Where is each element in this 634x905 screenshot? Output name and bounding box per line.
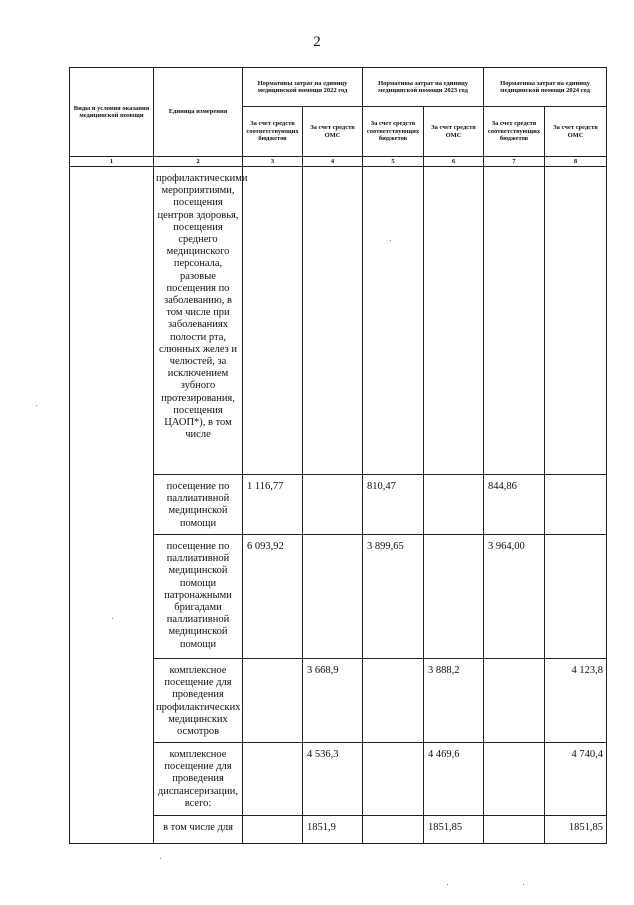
header-group-2024: Нормативы затрат на единицу медицинской помощи 2024 год [484,68,607,107]
unit-cell: профилактическими мероприятиями, посещения центров здоровья, посещения среднего медицинского персонала, разовые посещения по заболеванию, в том числе при заболеваниях полости рта, слюнных желез и челюстей, за исключением зубного протезирования, посещения ЦАОП*), в том числе [154,167,243,475]
value-2024-oms: 4 740,4 [545,743,607,816]
value-2024-oms: 1851,85 [545,816,607,844]
value-2024-budget: 3 964,00 [484,535,545,659]
unit-cell: в том числе для [154,816,243,844]
cost-standards-table [69,67,607,844]
value-2022-budget [243,816,303,844]
value-2022-budget: 1 116,77 [243,475,303,535]
value-2024-oms: 4 123,8 [545,659,607,743]
value-2023-oms: 4 469,6 [424,743,484,816]
col-number: 8 [545,157,607,167]
value-2024-budget [484,816,545,844]
header-care-type: Виды и условия оказания медицинской помощи [70,68,154,157]
value-2024-oms [545,475,607,535]
value-2023-oms [424,535,484,659]
value-2024-oms [545,535,607,659]
value-2022-budget [243,743,303,816]
value-2023-oms: 1851,85 [424,816,484,844]
header-group-2022: Нормативы затрат на единицу медицинской помощи 2022 год [243,68,363,107]
value-2024-oms [545,167,607,475]
scan-speck [447,884,448,885]
unit-cell: посещение по паллиативной медицинской помощи патронажными бригадами паллиативной медицинской помощи [154,535,243,659]
header-unit: Единица измерения [154,68,243,157]
value-2024-budget [484,167,545,475]
value-2023-budget [363,816,424,844]
page-number: 2 [313,34,321,50]
header-2024-oms: За счет средств ОМС [545,107,607,157]
care-type-cell [70,167,154,844]
col-number: 7 [484,157,545,167]
value-2022-oms [303,535,363,659]
header-group-2023: Нормативы затрат на единицу медицинской помощи 2023 год [363,68,484,107]
value-2023-oms [424,167,484,475]
value-2023-budget: 810,47 [363,475,424,535]
value-2023-oms [424,475,484,535]
unit-cell: комплексное посещение для проведения профилактических медицинских осмотров [154,659,243,743]
scan-speck [160,858,161,859]
header-2023-budget: За счет средств соответствующих бюджетов [363,107,424,157]
value-2023-budget [363,743,424,816]
value-2022-budget: 6 093,92 [243,535,303,659]
col-number: 1 [70,157,154,167]
table-row [70,167,607,475]
scan-speck [523,884,524,885]
value-2022-oms [303,475,363,535]
value-2023-budget [363,659,424,743]
value-2023-budget [363,167,424,475]
col-number: 2 [154,157,243,167]
value-2024-budget [484,659,545,743]
col-number: 5 [363,157,424,167]
header-2023-oms: За счет средств ОМС [424,107,484,157]
value-2022-oms: 3 668,9 [303,659,363,743]
value-2024-budget: 844,86 [484,475,545,535]
scan-speck [390,240,391,241]
value-2023-budget: 3 899,65 [363,535,424,659]
value-2023-oms: 3 888,2 [424,659,484,743]
unit-cell: комплексное посещение для проведения диспансеризации, всего: [154,743,243,816]
scan-speck [36,405,37,406]
header-2024-budget: За счет средств соответствующих бюджетов [484,107,545,157]
value-2024-budget [484,743,545,816]
col-number: 6 [424,157,484,167]
value-2022-oms: 1851,9 [303,816,363,844]
col-number: 4 [303,157,363,167]
unit-cell: посещение по паллиативной медицинской помощи [154,475,243,535]
value-2022-budget [243,167,303,475]
value-2022-oms [303,167,363,475]
column-numbers-row [70,157,607,167]
header-2022-oms: За счет средств ОМС [303,107,363,157]
value-2022-budget [243,659,303,743]
header-2022-budget: За счет средств соответствующих бюджетов [243,107,303,157]
col-number: 3 [243,157,303,167]
value-2022-oms: 4 536,3 [303,743,363,816]
scan-speck [112,618,113,619]
